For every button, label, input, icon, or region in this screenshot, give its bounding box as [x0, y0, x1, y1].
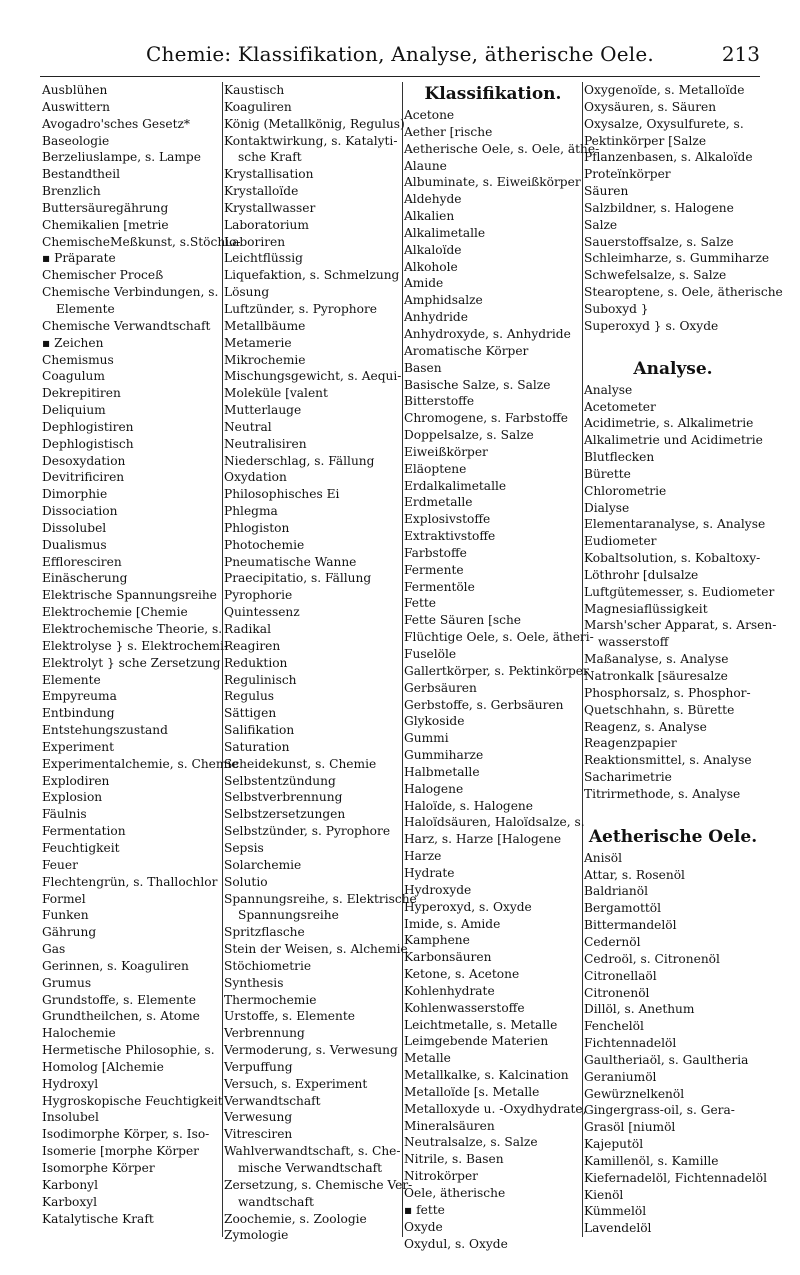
index-column-3 — [404, 82, 600, 1251]
index-entry: Alkaloïde — [404, 242, 462, 257]
index-entry: Insolubel — [42, 1110, 99, 1125]
index-entry: Flüchtige Oele, s. Oele, ätheri- — [404, 630, 594, 645]
index-entry: Grumus — [42, 975, 92, 990]
index-entry: Buttersäuregährung — [42, 200, 169, 215]
index-entry: Reaktionsmittel, s. Analyse — [584, 753, 752, 768]
index-entry: Explosion — [42, 790, 103, 805]
index-entry: Bürette — [584, 466, 631, 481]
index-entry: Feuchtigkeit — [42, 840, 120, 855]
index-entry: Leimgebende Materien — [404, 1034, 549, 1049]
index-entry: Reagiren — [224, 638, 281, 653]
index-entry: Acetometer — [584, 399, 656, 414]
index-entry: Homolog [Alchemie — [42, 1059, 164, 1074]
index-entry: Gingergrass-oil, s. Gera- — [584, 1103, 735, 1118]
index-entry: Verpuffung — [224, 1059, 293, 1074]
index-entry: Versuch, s. Experiment — [224, 1076, 368, 1091]
index-entry: Gallertkörper, s. Pektinkörper — [404, 663, 589, 678]
index-entry: sche Kraft — [238, 150, 302, 165]
index-entry: Harz, s. Harze [Halogene — [404, 832, 562, 847]
index-entry: Solutio — [224, 874, 268, 889]
index-entry: Anisöl — [584, 850, 623, 865]
index-entry: Bestandtheil — [42, 167, 120, 182]
index-entry: Flechtengrün, s. Thallochlor — [42, 874, 218, 889]
index-entry: Fäulnis — [42, 807, 87, 822]
index-entry: Eiweißkörper — [404, 444, 488, 459]
index-entry: Mischungsgewicht, s. Aequi- — [224, 369, 402, 384]
index-entry: Liquefaktion, s. Schmelzung — [224, 268, 400, 283]
index-entry: Hydroxyl — [42, 1076, 99, 1091]
index-entry: Aldehyde — [404, 192, 462, 207]
index-entry: Verwandtschaft — [224, 1093, 321, 1108]
header-rule — [40, 76, 760, 77]
index-entry: Phlogiston — [224, 520, 290, 535]
index-entry: Fichtennadelöl — [584, 1036, 677, 1051]
index-entry: Krystalloïde — [224, 184, 299, 199]
index-entry: Oxyde — [404, 1219, 443, 1234]
index-entry: Alkalimetalle — [404, 225, 486, 240]
index-entry: Chemismus — [42, 352, 114, 367]
index-entry: Dephlogistiren — [42, 419, 134, 434]
page-number: 213 — [721, 42, 760, 66]
index-entry: Verwesung — [224, 1110, 293, 1125]
index-entry: Fermentation — [42, 824, 126, 839]
index-entry: Grundtheilchen, s. Atome — [42, 1009, 200, 1024]
column-divider — [402, 82, 403, 1237]
index-entry: Kamphene — [404, 933, 470, 948]
index-entry: Amide — [404, 276, 444, 291]
index-entry: Aether [rische — [404, 124, 493, 139]
index-entry: Metalloïde [s. Metalle — [404, 1084, 540, 1099]
index-entry: Karbonsäuren — [404, 950, 492, 965]
index-entry: Desoxydation — [42, 453, 126, 468]
index-entry: Basische Salze, s. Salze — [404, 377, 551, 392]
index-entry: Krystallisation — [224, 167, 314, 182]
index-entry: Kaustisch — [224, 83, 285, 97]
index-entry: Dissociation — [42, 504, 118, 519]
index-entry: Regulus — [224, 689, 275, 704]
index-entry: Chromogene, s. Farbstoffe — [404, 411, 568, 426]
index-entry: Saturation — [224, 739, 290, 754]
index-entry: Verbrennung — [224, 1026, 305, 1041]
index-entry: Acidimetrie, s. Alkalimetrie — [584, 416, 754, 431]
index-entry: Alkohole — [404, 259, 458, 274]
index-entry: Dephlogistisch — [42, 436, 134, 451]
index-column-2 — [224, 82, 417, 1243]
index-entry: Fermentöle — [404, 579, 475, 594]
index-entry: Attar, s. Rosenöl — [584, 867, 685, 882]
index-entry: Chemischer Proceß — [42, 268, 164, 283]
page-title: Chemie: Klassifikation, Analyse, ätherische Oele. — [146, 42, 654, 66]
index-entry: Coagulum — [42, 369, 105, 384]
index-entry: Pektinkörper [Salze — [584, 133, 707, 148]
index-entry: Kohlenhydrate — [404, 983, 495, 998]
index-entry: Spritzflasche — [224, 925, 305, 940]
index-entry: Grundstoffe, s. Elemente — [42, 992, 196, 1007]
index-entry: Solarchemie — [224, 857, 302, 872]
index-entry: Isomorphe Körper — [42, 1161, 155, 1175]
index-entry: Oxydation — [224, 470, 287, 485]
index-entry: Fuselöle — [404, 647, 457, 661]
index-entry: Berzeliuslampe, s. Lampe — [42, 150, 201, 165]
index-entry: Chemikalien [metrie — [42, 217, 169, 232]
index-entry: Superoxyd } s. Oxyde — [584, 318, 719, 333]
index-entry: Laboriren — [224, 234, 286, 249]
index-entry: Hermetische Philosophie, s. — [42, 1043, 215, 1058]
index-entry: Katalytische Kraft — [42, 1211, 154, 1226]
index-entry: Niederschlag, s. Fällung — [224, 453, 375, 468]
index-entry: Lösung — [224, 285, 270, 300]
index-entry: Doppelsalze, s. Salze — [404, 428, 534, 443]
index-entry: Elektrische Spannungsreihe — [42, 588, 217, 603]
index-entry: Anhydride — [404, 310, 468, 325]
index-entry: Stöchiometrie — [224, 958, 312, 973]
index-entry: Selbstzersetzungen — [224, 807, 346, 822]
section-heading-aetherische-oele: Aetherische Oele. — [588, 826, 758, 847]
index-entry: Luftgütemesser, s. Eudiometer — [584, 584, 775, 599]
index-entry: Isodimorphe Körper, s. Iso- — [42, 1127, 210, 1142]
index-entry: Fenchelöl — [584, 1019, 644, 1034]
index-entry: Geraniumöl — [584, 1069, 657, 1084]
index-entry: Empyreuma — [42, 689, 117, 704]
index-entry: Titrirmethode, s. Analyse — [584, 786, 741, 801]
index-entry: Citronenöl — [584, 985, 650, 1000]
index-entry: Chlorometrie — [584, 483, 667, 498]
index-entry: Moleküle [valent — [224, 386, 328, 401]
index-entry: Basen — [404, 360, 442, 375]
index-entry: Hyperoxyd, s. Oxyde — [404, 899, 532, 914]
index-entry: Hydroxyde — [404, 882, 472, 897]
index-entry: Bergamottöl — [584, 901, 661, 916]
index-entry: Ketone, s. Acetone — [404, 967, 520, 982]
index-entry: Dillöl, s. Anethum — [584, 1002, 695, 1017]
index-entry: Löthrohr [dulsalze — [584, 567, 699, 582]
index-entry: Mineralsäuren — [404, 1118, 495, 1133]
index-entry: Zersetzung, s. Chemische Ver- — [224, 1177, 413, 1192]
index-entry: Stein der Weisen, s. Alchemie — [224, 942, 408, 957]
index-entry: Fette Säuren [sche — [404, 613, 522, 628]
index-entry: Elemente — [42, 672, 101, 687]
index-entry: Erdalkalimetalle — [404, 478, 507, 493]
index-entry: Acetone — [404, 108, 455, 122]
index-entry: Luftzünder, s. Pyrophore — [224, 301, 377, 316]
index-entry: ChemischeMeßkunst, s.Stöchio- — [42, 234, 241, 249]
index-entry: Pflanzenbasen, s. Alkaloïde — [584, 150, 753, 165]
index-entry: Scheidekunst, s. Chemie — [224, 756, 377, 771]
index-entry: Glykoside — [404, 714, 465, 729]
index-entry: Zoochemie, s. Zoologie — [224, 1211, 367, 1226]
index-entry: Selbstzünder, s. Pyrophore — [224, 824, 391, 839]
index-entry: Cedernöl — [584, 934, 641, 949]
index-entry: Metallbäume — [224, 318, 306, 333]
index-entry: Dissolubel — [42, 520, 107, 535]
index-entry: Reagenz, s. Analyse — [584, 719, 707, 734]
index-entry: Elementaranalyse, s. Analyse — [584, 517, 766, 532]
index-entry: Neutralisiren — [224, 436, 307, 451]
page-header — [40, 42, 760, 72]
index-entry: Salzbildner, s. Halogene — [584, 200, 734, 215]
index-entry: Anhydroxyde, s. Anhydride — [404, 326, 571, 341]
index-entry: Eläoptene — [404, 461, 467, 476]
index-entry: Marsh'scher Apparat, s. Arsen- — [584, 618, 777, 633]
index-entry: Oele, ätherische — [404, 1186, 506, 1200]
index-entry: Kobaltsolution, s. Kobaltoxy- — [584, 551, 761, 566]
index-entry: Spannungsreihe — [238, 908, 339, 923]
index-entry: Elemente — [56, 301, 115, 316]
index-entry: Gerinnen, s. Koaguliren — [42, 958, 189, 973]
index-entry: Pneumatische Wanne — [224, 554, 357, 569]
index-entry: Thermochemie — [224, 992, 317, 1007]
index-entry: Salifikation — [224, 723, 295, 738]
index-entry: Praecipitatio, s. Fällung — [224, 571, 372, 586]
index-entry: Photochemie — [224, 537, 305, 552]
index-entry: Neutral — [224, 419, 272, 434]
section-heading-analyse: Analyse. — [633, 358, 713, 379]
index-entry: Elektrolyt } sche Zersetzung — [42, 655, 221, 670]
index-entry: Sacharimetrie — [584, 770, 672, 785]
index-entry: Neutralsalze, s. Salze — [404, 1135, 538, 1150]
index-entry: Mutterlauge — [224, 403, 302, 418]
index-entry: Aromatische Körper — [404, 343, 529, 358]
index-entry: Radikal — [224, 622, 271, 636]
index-entry: Avogadro'sches Gesetz* — [42, 116, 191, 131]
section-gap — [584, 803, 762, 825]
index-entry: Dialyse — [584, 500, 630, 515]
index-entry: Auswittern — [42, 99, 110, 114]
index-entry: Salze — [584, 217, 618, 232]
index-entry: Halochemie — [42, 1026, 116, 1041]
index-entry: Gewürznelkenöl — [584, 1086, 685, 1101]
index-entry: Formel — [42, 891, 86, 906]
index-entry: Gas — [42, 942, 66, 957]
index-entry: wasserstoff — [598, 635, 669, 650]
index-entry: Extraktivstoffe — [404, 529, 496, 544]
index-entry: Blutflecken — [584, 450, 655, 465]
index-entry: Elektrochemie [Chemie — [42, 605, 188, 620]
index-entry: Selbstentzündung — [224, 773, 336, 788]
index-entry: Sepsis — [224, 840, 264, 855]
index-entry: Nitrile, s. Basen — [404, 1152, 504, 1167]
index-entry: Gummiharze — [404, 748, 484, 763]
index-entry: Selbstverbrennung — [224, 790, 343, 805]
index-entry: Koaguliren — [224, 99, 292, 114]
index-entry: Chemische Verbindungen, s. — [42, 285, 219, 300]
index-entry: Quetschhahn, s. Bürette — [584, 702, 735, 717]
index-entry: Hydrate — [404, 865, 455, 880]
index-entry: Ausblühen — [42, 83, 108, 97]
index-entry: Elektrochemische Theorie, s. — [42, 622, 223, 636]
index-entry: Experimentalchemie, s. Chemie — [42, 756, 239, 771]
index-entry: Fermente — [404, 562, 464, 577]
index-entry: Schleimharze, s. Gummiharze — [584, 251, 770, 266]
index-entry: Bittermandelöl — [584, 918, 677, 933]
index-entry: Baldrianöl — [584, 884, 648, 899]
index-entry: Amphidsalze — [404, 293, 483, 308]
index-entry: ▪ Präparate — [42, 251, 116, 266]
column-divider — [582, 82, 583, 1237]
index-entry: Baseologie — [42, 133, 110, 148]
index-entry: Mikrochemie — [224, 352, 306, 367]
index-entry: Oxysalze, Oxysulfurete, s. — [584, 116, 744, 131]
index-entry: Eudiometer — [584, 534, 657, 549]
index-entry: Halogene — [404, 781, 464, 796]
index-entry: Gährung — [42, 925, 97, 940]
index-entry: Proteïnkörper — [584, 167, 671, 182]
index-entry: Entstehungszustand — [42, 723, 168, 738]
index-entry: Gerbsäuren — [404, 680, 477, 695]
index-entry: Feuer — [42, 857, 78, 872]
index-entry: Metallkalke, s. Kalcination — [404, 1068, 569, 1083]
index-entry: Sättigen — [224, 706, 277, 721]
index-entry: Zymologie — [224, 1228, 289, 1243]
index-entry: Einäscherung — [42, 571, 128, 586]
index-entry: Kümmelöl — [584, 1204, 647, 1219]
index-column-1 — [42, 82, 241, 1237]
index-entry: Lavendelöl — [584, 1221, 652, 1236]
index-entry: Schwefelsalze, s. Salze — [584, 268, 727, 283]
index-entry: Urstoffe, s. Elemente — [224, 1009, 355, 1024]
column-divider — [222, 82, 223, 1237]
index-entry: Phosphorsalz, s. Phosphor- — [584, 685, 751, 700]
index-entry: mische Verwandtschaft — [238, 1161, 383, 1175]
index-entry: Aetherische Oele, s. Oele, äthe- — [404, 141, 600, 156]
index-entry: Karbonyl — [42, 1177, 98, 1192]
index-entry: Gaultheriaöl, s. Gaultheria — [584, 1052, 749, 1067]
index-entry: Natronkalk [säuresalze — [584, 669, 728, 683]
index-entry: Explodiren — [42, 773, 110, 788]
index-entry: Nitrokörper — [404, 1169, 479, 1184]
index-entry: Magnesiaflüssigkeit — [584, 601, 708, 616]
index-entry: Pyrophorie — [224, 588, 293, 603]
index-entry: Hygroskopische Feuchtigkeit — [42, 1093, 223, 1108]
index-entry: Leichtmetalle, s. Metalle — [404, 1017, 558, 1032]
index-entry: Kajeputöl — [584, 1137, 644, 1152]
index-entry: Alaune — [404, 158, 447, 173]
index-entry: Spannungsreihe, s. Elektrische — [224, 891, 417, 906]
index-entry: Säuren — [584, 184, 629, 199]
index-entry: König (Metallkönig, Regulus) — [224, 116, 405, 131]
index-entry: Sauerstoffsalze, s. Salze — [584, 234, 734, 249]
index-entry: Oxysäuren, s. Säuren — [584, 99, 717, 114]
index-entry: Devitrificiren — [42, 470, 125, 485]
index-entry: Stearoptene, s. Oele, ätherische — [584, 285, 783, 300]
index-entry: Dekrepitiren — [42, 386, 121, 401]
index-entry: Entbindung — [42, 706, 115, 721]
index-entry: Experiment — [42, 739, 115, 754]
index-entry: Synthesis — [224, 975, 284, 990]
index-entry: Kontaktwirkung, s. Katalyti- — [224, 133, 398, 148]
index-entry: Haloïde, s. Halogene — [404, 798, 533, 813]
index-entry: Harze — [404, 849, 442, 864]
index-entry: Grasöl [niumöl — [584, 1120, 676, 1135]
index-entry: Citronellaöl — [584, 968, 657, 983]
index-entry: Wahlverwandtschaft, s. Che- — [224, 1144, 401, 1159]
index-entry: Fette — [404, 596, 437, 611]
index-entry: Analyse — [584, 382, 633, 397]
section-gap — [584, 335, 762, 357]
index-entry: Dualismus — [42, 537, 107, 552]
index-entry: Suboxyd } — [584, 301, 649, 316]
index-entry: Haloïdsäuren, Haloïdsalze, s. — [404, 815, 585, 830]
index-entry: Philosophisches Ei — [224, 487, 340, 502]
index-entry: Karboxyl — [42, 1194, 97, 1209]
index-entry: Leichtflüssig — [224, 251, 303, 266]
index-entry: Vermoderung, s. Verwesung — [224, 1043, 398, 1058]
index-entry: Chemische Verwandtschaft — [42, 318, 211, 333]
index-entry: Metalle — [404, 1051, 451, 1066]
index-entry: Cedroöl, s. Citronenöl — [584, 951, 720, 966]
index-entry: Deliquium — [42, 403, 106, 418]
index-entry: Reduktion — [224, 655, 288, 670]
index-entry: Erdmetalle — [404, 495, 473, 510]
index-entry: wandtschaft — [238, 1194, 314, 1209]
index-entry: Gummi — [404, 731, 449, 746]
index-entry: Phlegma — [224, 504, 278, 519]
index-entry: Farbstoffe — [404, 545, 467, 560]
index-entry: Maßanalyse, s. Analyse — [584, 652, 729, 667]
index-entry: Explosivstoffe — [404, 512, 491, 527]
index-entry: Alkalimetrie und Acidimetrie — [584, 433, 763, 448]
index-entry: Metalloxyde u. -Oxydhydrate, — [404, 1101, 587, 1116]
index-entry: Kienöl — [584, 1187, 624, 1202]
index-entry: Alkalien — [404, 209, 455, 224]
index-entry: Oxydul, s. Oxyde — [404, 1236, 508, 1251]
index-entry: Oxygenoïde, s. Metalloïde — [584, 83, 745, 97]
index-entry: ▪ fette — [404, 1202, 445, 1217]
index-entry: Kohlenwasserstoffe — [404, 1000, 525, 1015]
index-entry: Dimorphie — [42, 487, 108, 502]
index-entry: Krystallwasser — [224, 200, 316, 215]
index-entry: Laboratorium — [224, 217, 309, 232]
index-column-4 — [584, 82, 783, 1237]
index-entry: Effloresciren — [42, 554, 122, 569]
index-entry: Metamerie — [224, 335, 292, 350]
index-entry: Elektrolyse } s. Elektrochemi- — [42, 638, 229, 653]
index-entry: ▪ Zeichen — [42, 335, 104, 350]
index-entry: Funken — [42, 908, 89, 923]
section-heading-klassifikation: Klassifikation. — [424, 84, 562, 104]
index-entry: Reagenzpapier — [584, 736, 677, 751]
index-entry: Gerbstoffe, s. Gerbsäuren — [404, 697, 564, 712]
index-entry: Bitterstoffe — [404, 394, 475, 409]
index-entry: Halbmetalle — [404, 764, 480, 779]
index-entry: Quintessenz — [224, 605, 300, 620]
index-entry: Imide, s. Amide — [404, 916, 501, 931]
index-entry: Vitresciren — [224, 1127, 293, 1142]
index-entry: Albuminate, s. Eiweißkörper — [404, 175, 581, 190]
index-entry: Isomerie [morphe Körper — [42, 1144, 199, 1159]
index-entry: Kiefernadelöl, Fichtennadelöl — [584, 1170, 768, 1185]
index-entry: Regulinisch — [224, 672, 297, 687]
index-entry: Brenzlich — [42, 184, 101, 199]
index-entry: Kamillenöl, s. Kamille — [584, 1153, 719, 1168]
